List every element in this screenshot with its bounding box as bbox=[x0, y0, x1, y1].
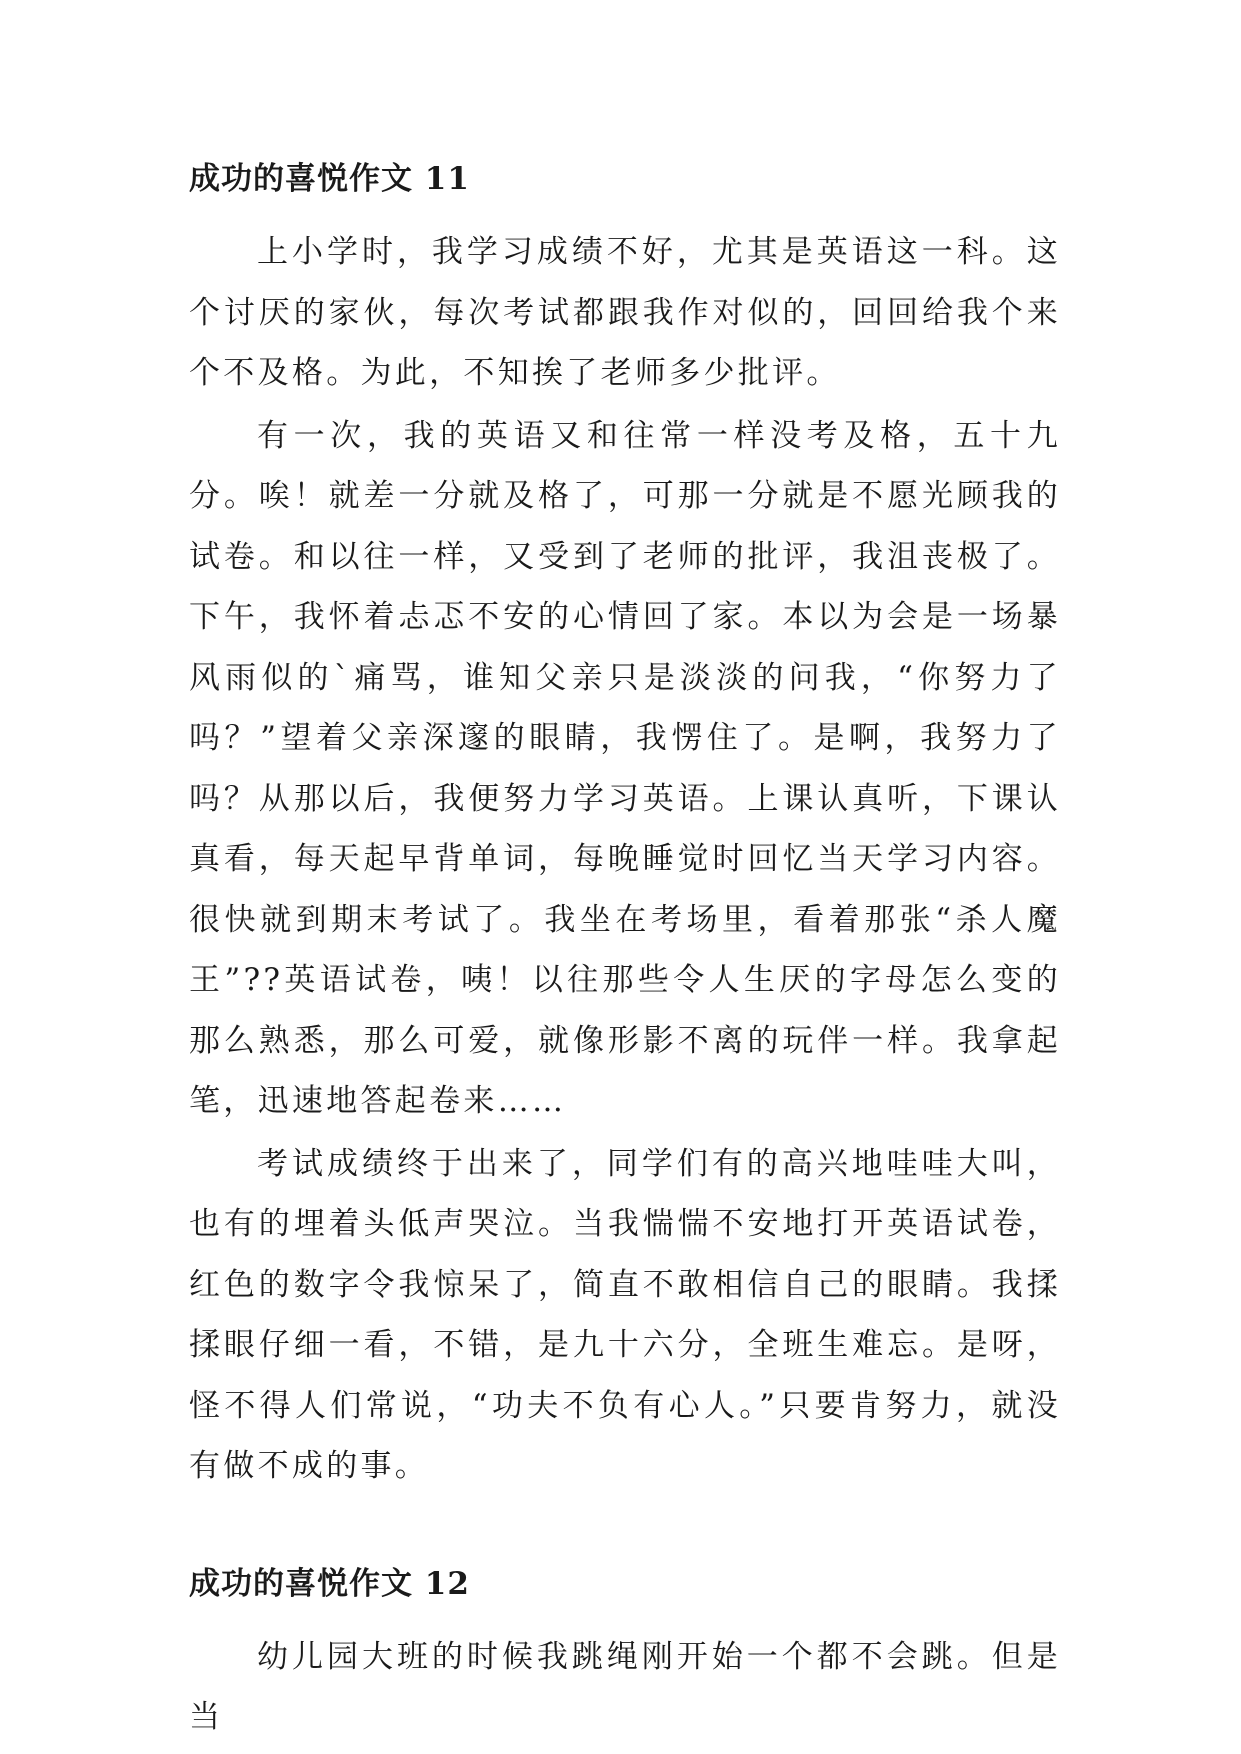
essay-paragraph: 有一次，我的英语又和往常一样没考及格，五十九分。唉！就差一分就及格了，可那一分就是不愿光顾我的试卷。和以往一样，又受到了老师的批评，我沮丧极了。下午，我怀着忐忑不安的心情回了家。本以为会是一场暴风雨似的`痛骂，谁知父亲只是淡淡的问我，“你努力了吗？”望着父亲深邃的眼睛，我愣住了。是啊，我努力了吗？从那以后，我便努力学习英语。上课认真听，下课认真看，每天起早背单词，每晚睡觉时回忆当天学习内容。很快就到期末考试了。我坐在考场里，看着那张“杀人魔王”??英语试卷，咦！以往那些令人生厌的字母怎么变的那么熟悉，那么可爱，就像形影不离的玩伴一样。我拿起笔，迅速地答起卷来…… bbox=[189, 417, 1061, 1119]
essay-paragraph: 幼儿园大班的时候我跳绳刚开始一个都不会跳。但是当 bbox=[189, 1638, 1061, 1735]
essay-paragraph: 考试成绩终于出来了，同学们有的高兴地哇哇大叫，也有的埋着头低声哭泣。当我惴惴不安地打开英语试卷，红色的数字令我惊呆了，简直不敢相信自己的眼睛。我揉揉眼仔细一看，不错，是九十六分，全班生难忘。是呀，怪不得人们常说，“功夫不负有心人。”只要肯努力，就没有做不成的事。 bbox=[189, 1145, 1061, 1484]
section-spacer bbox=[189, 1497, 1061, 1565]
essay-title: 成功的喜悦作文 12 bbox=[189, 1565, 470, 1602]
document-body bbox=[189, 160, 1061, 1748]
essay-title: 成功的喜悦作文 11 bbox=[189, 161, 470, 197]
essay-section-12 bbox=[189, 1565, 1061, 1748]
essay-section-11 bbox=[189, 160, 1061, 1497]
essay-paragraph: 上小学时，我学习成绩不好，尤其是英语这一科。这个讨厌的家伙，每次考试都跟我作对似的，回回给我个来个不及格。为此，不知挨了老师多少批评。 bbox=[189, 234, 1061, 391]
